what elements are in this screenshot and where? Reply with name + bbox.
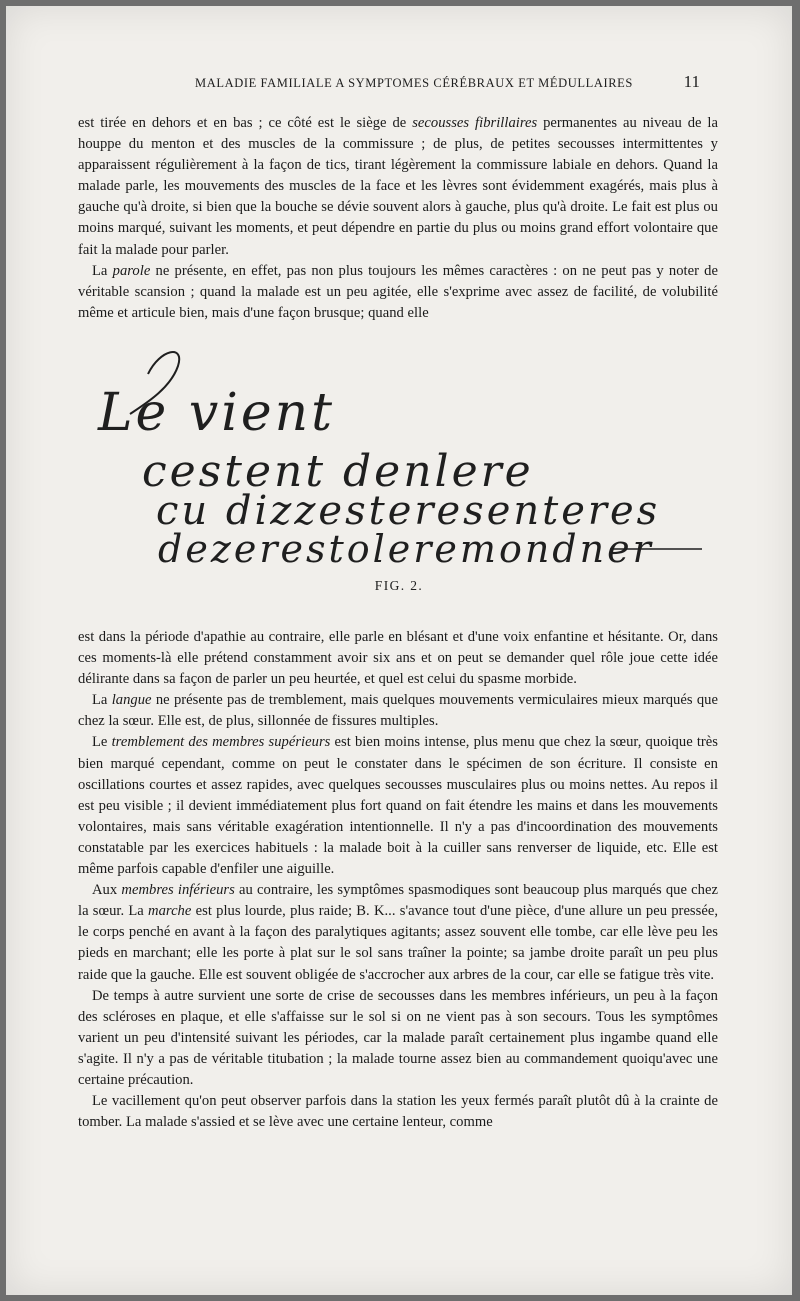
text-run: est plus lourde, plus raide; B. K... s'avance tout d'une pièce, d'une allure un peu pressée, le corps penché en avant à la façon des paralytiques agitants; assez souvent elle tombe, car elle lève peu les pieds en marchant; elle les porte à plat sur le sol sans traîner la pointe; sa jambe droite paraît un peu plus raide que la gauche. Elle est souvent obligée de s'accrocher aux arbres de la cour, car elle se fatigue très vite. <box>78 903 718 983</box>
text-run: Aux <box>92 882 122 899</box>
text-run: La <box>92 262 113 279</box>
text-run: au contraire, les symptômes spasmodiques sont beaucoup plus marqués que chez la sœur. La <box>78 882 718 920</box>
text-block-upper <box>78 113 718 324</box>
handwriting-line-1: Le vient <box>98 383 336 443</box>
italic-term: membres inférieurs <box>121 882 235 899</box>
book-page <box>6 6 792 1295</box>
running-title: MALADIE FAMILIALE A SYMPTOMES CÉRÉBRAUX ET MÉDULLAIRES <box>195 76 633 90</box>
handwriting-specimen <box>90 344 730 584</box>
italic-term: parole <box>112 262 151 279</box>
italic-term: secousses fibrillaires <box>412 115 538 131</box>
paragraph <box>78 732 718 880</box>
text-run: La <box>92 692 112 709</box>
handwriting-line-4: dezerestoleremondner <box>158 527 654 571</box>
handwriting-line-2: cestent denlere <box>142 446 534 497</box>
paragraph: est dans la période d'apathie au contraire, elle parle en blésant et d'une voix enfantine et hésitante. Or, dans ces moments-là elle prétend constamment avoir six ans et on peut se demander quel rôle joue cette idée délirante dans sa façon de parler un peu heurtée, et quel est celui du spasme morbide. <box>78 629 718 688</box>
handwriting-line-3: cu dizzesteresenteres <box>156 488 661 534</box>
paragraph: De temps à autre survient une sorte de crise de secousses dans les membres inférieurs, un peu à la façon des scléroses en plaque, et elle s'affaisse sur le sol si on ne vient pas à son secours. Tous les symptômes varient un peu d'intensité suivant les périodes, car la malade paraît certainement plus ingambe quand elle s'agite. Il n'y a pas de véritable titubation ; la malade tourne assez bien au commandement quoiqu'avec une certaine précaution. <box>78 987 718 1088</box>
paragraph <box>78 113 718 261</box>
italic-term: marche <box>148 903 192 920</box>
paragraph: Le vacillement qu'on peut observer parfois dans la station les yeux fermés paraît plutôt dû à la crainte de tomber. La malade s'assied et se lève avec une certaine lenteur, comme <box>78 1093 718 1131</box>
text-run: ne présente pas de tremblement, mais quelques mouvements vermiculaires mieux marqués que chez la sœur. Elle est, de plus, sillonnée de fissures multiples. <box>78 692 718 730</box>
italic-term: tremblement des membres supérieurs <box>111 734 331 751</box>
handwriting-specimen-figure <box>90 344 730 584</box>
text-run: ne présente, en effet, pas non plus toujours les mêmes caractères : on ne peut pas y noter de véritable scansion ; quand la malade est un peu agitée, elle s'exprime avec assez de facilité, de volubilité même et articule bien, mais d'une façon brusque; quand elle <box>78 262 718 321</box>
paragraph <box>78 261 718 324</box>
paragraph <box>78 880 718 985</box>
italic-term: langue <box>111 692 152 709</box>
text-run: est tirée en dehors et en bas ; ce côté est le siège de <box>78 115 413 131</box>
paragraph <box>78 690 718 732</box>
text-run: permanentes au niveau de la houppe du menton et des muscles de la commissure ; de plus, de petites secousses intermittentes y apparaissent régulièrement à la façon de tics, tirant légèrement la commissure labiale en dehors. Quand la malade parle, les mouvements des muscles de la face et les lèvres sont évidemment exagérés, mais plus à gauche qu'à droite, si bien que la bouche se dévie souvent alors à gauche, plus qu'à droite. Le fait est plus ou moins marqué, suivant les moments, et peut dépendre en partie du plus ou moins grand effort volontaire que fait la malade pour parler. <box>78 115 719 258</box>
text-block-lower <box>78 627 718 1133</box>
page-number: 11 <box>683 72 700 91</box>
figure-caption: FIG. 2. <box>374 578 424 593</box>
text-run: Le <box>92 734 112 751</box>
text-run: est bien moins intense, plus menu que chez la sœur, quoique très bien marqué cependant, comme on peut le constater dans le spécimen de son écriture. Il consiste en oscillations courtes et assez rapides, avec quelques secousses musculaires plus ou moins nettes. Au repos il est peu visible ; il devient immédiatement plus fort quand on fait étendre les mains et dans les mouvements volontaires, mais sans véritable exagération intentionnelle. Il n'y a pas d'incoordination des mouvements constatable par les exercices habituels : la malade boit à la cuiller sans renverser de liquide, etc. Elle est même parfois capable d'enfiler une aiguille. <box>78 734 719 878</box>
